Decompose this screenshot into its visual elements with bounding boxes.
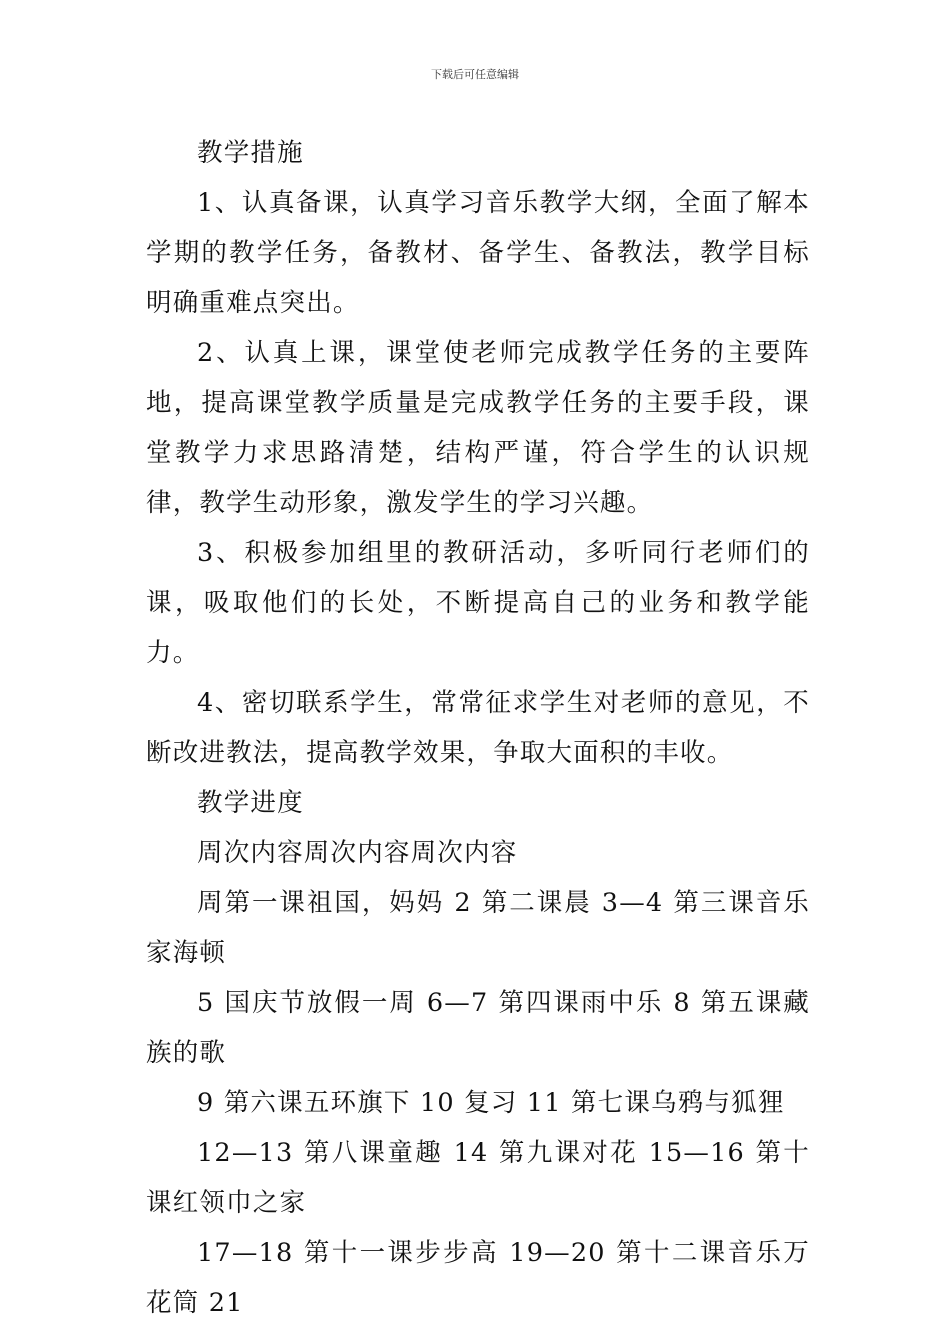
schedule-line: 周第一课祖国，妈妈 2 第二课晨 3—4 第三课音乐家海顿 bbox=[146, 888, 810, 968]
header-note: 下载后可任意编辑 bbox=[431, 68, 519, 81]
paragraph-measure-3: 3、积极参加组里的教研活动，多听同行老师们的课，吸取他们的长处，不断提高自己的业务和教学能力。 bbox=[146, 538, 810, 668]
schedule-line: 17—18 第十一课步步高 19—20 第十二课音乐万花筒 21 bbox=[146, 1238, 810, 1318]
paragraph-measure-1: 1、认真备课，认真学习音乐教学大纲，全面了解本学期的教学任务，备教材、备学生、备教法，教学目标明确重难点突出。 bbox=[146, 188, 810, 318]
schedule-header-row: 周次内容周次内容周次内容 bbox=[197, 838, 518, 868]
schedule-line: 9 第六课五环旗下 10 复习 11 第七课乌鸦与狐狸 bbox=[197, 1088, 785, 1118]
paragraph-measure-2: 2、认真上课，课堂使老师完成教学任务的主要阵地，提高课堂教学质量是完成教学任务的主要手段，课堂教学力求思路清楚，结构严谨，符合学生的认识规律，教学生动形象，激发学生的学习兴趣。 bbox=[146, 338, 810, 518]
schedule-line: 12—13 第八课童趣 14 第九课对花 15—16 第十课红领巾之家 bbox=[146, 1138, 810, 1218]
paragraph-measure-4: 4、密切联系学生，常常征求学生对老师的意见，不断改进教法，提高教学效果，争取大面积的丰收。 bbox=[146, 688, 810, 768]
section-heading-measures: 教学措施 bbox=[197, 138, 304, 168]
schedule-line: 5 国庆节放假一周 6—7 第四课雨中乐 8 第五课藏族的歌 bbox=[146, 988, 810, 1068]
section-heading-progress: 教学进度 bbox=[197, 788, 304, 818]
document-body bbox=[146, 128, 810, 1328]
